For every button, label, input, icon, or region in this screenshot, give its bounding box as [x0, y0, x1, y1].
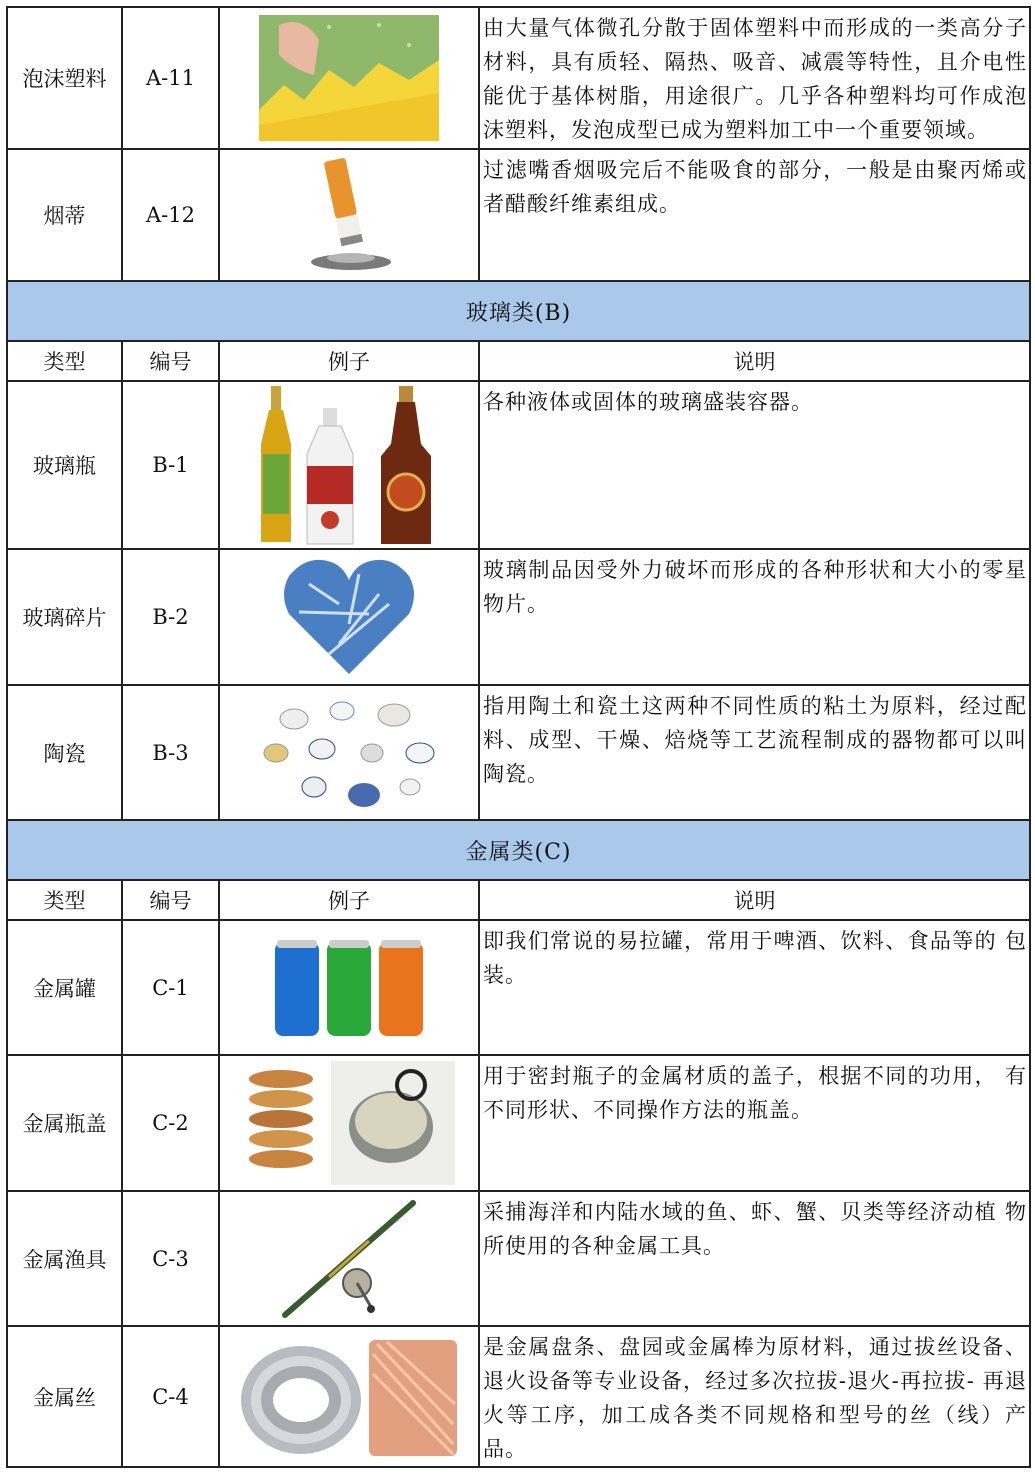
section-header-metal	[7, 820, 1030, 880]
desc-cell: 是金属盘条、盘园或金属棒为原材料，通过拔丝设备、退火设备等专业设备，经过多次拉拔-退火-再拉拔- 再退火等工序，加工成各类不同规格和型号的丝（线）产品。	[479, 1326, 1030, 1467]
table-row	[7, 7, 1030, 149]
header-example: 例子	[219, 341, 479, 381]
fishing-rod-image	[219, 1191, 479, 1326]
code-cell: C-3	[122, 1191, 219, 1326]
code-cell: A-11	[122, 7, 219, 149]
desc-cell: 过滤嘴香烟吸完后不能吸食的部分，一般是由聚丙烯或者醋酸纤维素组成。	[479, 149, 1030, 281]
table-row	[7, 920, 1030, 1055]
type-cell: 玻璃瓶	[7, 381, 122, 549]
type-cell: 玻璃碎片	[7, 549, 122, 685]
type-cell: 金属瓶盖	[7, 1055, 122, 1191]
type-cell: 泡沫塑料	[7, 7, 122, 149]
section-header-glass	[7, 281, 1030, 341]
metal-wire-image	[219, 1326, 479, 1467]
type-cell: 烟蒂	[7, 149, 122, 281]
code-cell: B-3	[122, 685, 219, 820]
header-example: 例子	[219, 880, 479, 920]
code-cell: C-1	[122, 920, 219, 1055]
desc-cell: 由大量气体微孔分散于固体塑料中而形成的一类高分子材料，具有质轻、隔热、吸音、减震等特性，且介电性能优于基体树脂，用途很广。几乎各种塑料均可作成泡沫塑料，发泡成型已成为塑料加工中一个重要领域。	[479, 7, 1030, 149]
metal-cans-image	[219, 920, 479, 1055]
type-cell: 金属渔具	[7, 1191, 122, 1326]
desc-cell: 各种液体或固体的玻璃盛装容器。	[479, 381, 1030, 549]
code-cell: B-2	[122, 549, 219, 685]
desc-cell: 采捕海洋和内陆水域的鱼、虾、蟹、贝类等经济动植 物所使用的各种金属工具。	[479, 1191, 1030, 1326]
code-cell: C-4	[122, 1326, 219, 1467]
code-cell: C-2	[122, 1055, 219, 1191]
desc-cell: 玻璃制品因受外力破坏而形成的各种形状和大小的零星物片。	[479, 549, 1030, 685]
column-header-row	[7, 341, 1030, 381]
ceramics-image	[219, 685, 479, 820]
section-title: 金属类(C)	[7, 820, 1030, 880]
type-cell: 金属丝	[7, 1326, 122, 1467]
code-cell: B-1	[122, 381, 219, 549]
table-row	[7, 549, 1030, 685]
column-header-row	[7, 880, 1030, 920]
desc-cell: 指用陶土和瓷土这两种不同性质的粘土为原料，经过配料、成型、干燥、焙烧等工艺流程制成的器物都可以叫陶瓷。	[479, 685, 1030, 820]
header-description: 说明	[479, 880, 1030, 920]
bottle-caps-image	[219, 1055, 479, 1191]
table-row	[7, 1326, 1030, 1467]
code-cell: A-12	[122, 149, 219, 281]
table-row	[7, 1055, 1030, 1191]
type-cell: 金属罐	[7, 920, 122, 1055]
table-row	[7, 381, 1030, 549]
type-cell: 陶瓷	[7, 685, 122, 820]
cigarette-butt-image	[219, 149, 479, 281]
table-row	[7, 149, 1030, 281]
header-type: 类型	[7, 341, 122, 381]
desc-cell: 即我们常说的易拉罐，常用于啤酒、饮料、食品等的 包装。	[479, 920, 1030, 1055]
header-code: 编号	[122, 880, 219, 920]
header-code: 编号	[122, 341, 219, 381]
section-title: 玻璃类(B)	[7, 281, 1030, 341]
table-row	[7, 685, 1030, 820]
table-row	[7, 1191, 1030, 1326]
glass-shards-image	[219, 549, 479, 685]
header-type: 类型	[7, 880, 122, 920]
waste-classification-table	[6, 6, 1031, 1468]
desc-cell: 用于密封瓶子的金属材质的盖子，根据不同的功用， 有不同形状、不同操作方法的瓶盖。	[479, 1055, 1030, 1191]
foam-image	[219, 7, 479, 149]
glass-bottles-image	[219, 381, 479, 549]
header-description: 说明	[479, 341, 1030, 381]
